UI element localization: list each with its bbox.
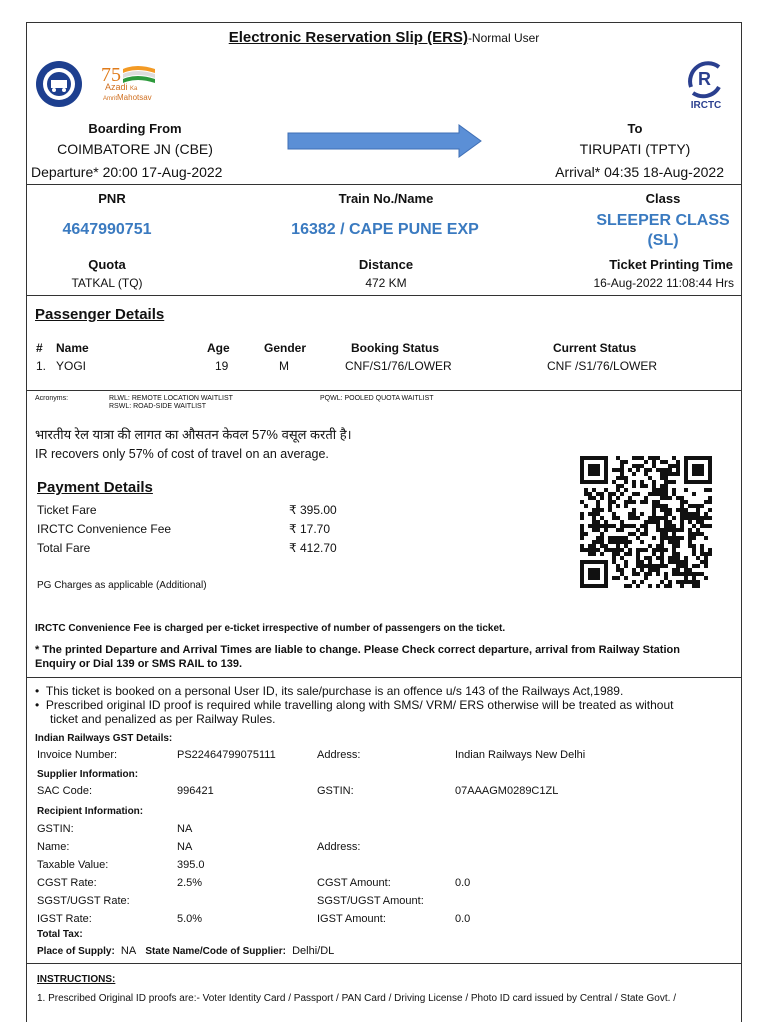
instructions-title: INSTRUCTIONS:	[37, 974, 116, 985]
gstin-label: GSTIN:	[317, 785, 354, 797]
place-of-supply-label: Place of Supply:	[37, 946, 115, 957]
bullet-item: • Prescribed original ID proof is required while travelling along with SMS/ VRM/ ERS otherwise will be treated as without	[35, 698, 674, 712]
distance-label: Distance	[358, 257, 414, 272]
state-supplier-label: State Name/Code of Supplier:	[145, 946, 286, 957]
pnr-label: PNR	[98, 191, 126, 206]
document-title	[27, 29, 741, 46]
igst-rate-label: IGST Rate:	[37, 913, 92, 925]
cost-notice-hindi: भारतीय रेल यात्रा की लागत का औसतन केवल 57% वसूल करती है।	[35, 427, 352, 442]
sgst-rate-label: SGST/UGST Rate:	[37, 895, 130, 907]
taxable-value-label: Taxable Value:	[37, 859, 109, 871]
supplier-title: Supplier Information:	[37, 769, 139, 780]
sgst-amount-label: SGST/UGST Amount:	[317, 895, 424, 907]
total-fare-value: ₹ 412.70	[289, 541, 337, 555]
arrival-time: Arrival* 04:35 18-Aug-2022	[555, 164, 724, 180]
recipient-name-label: Name:	[37, 841, 70, 853]
taxable-value: 395.0	[177, 859, 205, 871]
cgst-amount-label: CGST Amount:	[317, 877, 391, 889]
igst-amount: 0.0	[455, 913, 471, 925]
col-current-header: Current Status	[553, 341, 637, 355]
bullet-item: • This ticket is booked on a personal User ID, its sale/purchase is an offence u/s 143 of the Railways Act,1989.	[35, 684, 624, 698]
pg-charges-note: PG Charges as applicable (Additional)	[37, 580, 207, 591]
ticket-fare-value: ₹ 395.00	[289, 503, 337, 517]
class-label: Class	[645, 191, 681, 206]
igst-rate: 5.0%	[177, 913, 203, 925]
cgst-amount: 0.0	[455, 877, 471, 889]
irctc-logo	[677, 57, 733, 115]
address-label: Address:	[317, 749, 361, 761]
qr-code-icon	[580, 456, 712, 588]
acronym-rswl: RSWL: ROAD-SIDE WAITLIST	[109, 403, 206, 410]
acronyms-label: Acronyms:	[35, 395, 69, 402]
acronym-rlwl: RLWL: REMOTE LOCATION WAITLIST	[109, 395, 233, 402]
cgst-rate-label: CGST Rate:	[37, 877, 97, 889]
destination-station: TIRUPATI (TPTY)	[579, 141, 691, 157]
train-name: 16382 / CAPE PUNE EXP	[291, 221, 479, 238]
svg-text:75: 75	[101, 64, 121, 85]
sac-label: SAC Code:	[37, 785, 93, 797]
irctc-logo-text: IRCTC	[690, 100, 722, 111]
passenger-num: 1.	[36, 359, 47, 373]
place-of-supply	[37, 945, 334, 957]
to-label: To	[627, 121, 643, 136]
boarding-from-label: Boarding From	[88, 121, 182, 136]
acronym-pqwl: PQWL: POOLED QUOTA WAITLIST	[320, 395, 434, 402]
passenger-gender: M	[279, 359, 289, 373]
time-change-note-line2: Enquiry or Dial 139 or SMS RAIL to 139.	[35, 658, 243, 670]
cost-notice-english: IR recovers only 57% of cost of travel on an average.	[35, 447, 329, 461]
train-label: Train No./Name	[338, 191, 434, 206]
recipient-address-label: Address:	[317, 841, 361, 853]
col-name-header: Name	[56, 341, 89, 355]
passenger-details-title: Passenger Details	[35, 306, 165, 323]
quota-label: Quota	[88, 257, 126, 272]
col-gender-header: Gender	[264, 341, 307, 355]
passenger-age: 19	[215, 359, 229, 373]
class-line-1: SLEEPER CLASS	[596, 212, 730, 229]
indian-railways-logo-icon	[34, 59, 84, 109]
amrit-mahotsav-text: AmritMahotsav	[103, 93, 152, 102]
cgst-rate: 2.5%	[177, 877, 203, 889]
convenience-fee-note: IRCTC Convenience Fee is charged per e-ticket irrespective of number of passengers on the ticket.	[35, 623, 506, 634]
printing-time-value: 16-Aug-2022 11:08:44 Hrs	[593, 276, 734, 290]
class-line-2: (SL)	[647, 232, 679, 249]
divider	[27, 390, 741, 391]
invoice-number: PS22464799075111	[177, 749, 276, 761]
class-value	[573, 211, 753, 251]
divider	[27, 295, 741, 296]
irctc-emblem-icon	[683, 57, 727, 99]
place-of-supply-value: NA	[120, 945, 137, 957]
divider	[27, 677, 741, 678]
bullet-item-continuation: ticket and penalized as per Railway Rules.	[50, 712, 276, 726]
ers-document	[26, 22, 742, 1022]
quota-value: TATKAL (TQ)	[71, 276, 143, 290]
convenience-fee-value: ₹ 17.70	[289, 522, 330, 536]
total-fare-label: Total Fare	[37, 541, 91, 555]
ticket-fare-label: Ticket Fare	[37, 503, 97, 517]
invoice-label: Invoice Number:	[37, 749, 118, 761]
rules-bullets	[35, 684, 735, 726]
convenience-fee-label: IRCTC Convenience Fee	[37, 522, 172, 536]
passenger-booking-status: CNF/S1/76/LOWER	[345, 359, 452, 373]
divider	[27, 963, 741, 964]
col-booking-header: Booking Status	[351, 341, 440, 355]
col-age-header: Age	[207, 341, 230, 355]
azadi-ka-amrit-mahotsav-logo	[99, 61, 179, 107]
gst-title: Indian Railways GST Details:	[35, 733, 173, 744]
state-supplier-value: Delhi/DL	[292, 945, 335, 957]
col-num-header: #	[36, 341, 43, 355]
passenger-name: YOGI	[56, 359, 87, 373]
ers-title-suffix: -Normal User	[467, 31, 540, 45]
pnr-number: 4647990751	[62, 221, 152, 238]
azadi-text: Azadi Ka	[105, 82, 138, 92]
igst-amount-label: IGST Amount:	[317, 913, 386, 925]
recipient-name: NA	[177, 841, 193, 853]
distance-value: 472 KM	[365, 276, 407, 290]
recipient-gstin-label: GSTIN:	[37, 823, 74, 835]
passenger-current-status: CNF /S1/76/LOWER	[547, 359, 658, 373]
svg-text:R: R	[698, 69, 711, 89]
direction-arrow-icon	[287, 124, 483, 158]
payment-details-title: Payment Details	[37, 479, 153, 496]
gstin-value: 07AAAGM0289C1ZL	[455, 785, 559, 797]
recipient-title: Recipient Information:	[37, 806, 144, 817]
address-value: Indian Railways New Delhi	[455, 749, 586, 761]
time-change-note-line1: * The printed Departure and Arrival Times are liable to change. Please Check correct departure, arrival from Railway Station	[35, 644, 680, 656]
sac-code: 996421	[177, 785, 214, 797]
boarding-station: COIMBATORE JN (CBE)	[57, 141, 213, 157]
recipient-gstin: NA	[177, 823, 193, 835]
instruction-item: 1. Prescribed Original ID proofs are:- Voter Identity Card / Passport / PAN Card / Driving License / Photo ID card issued by Central / State Govt. /	[37, 993, 676, 1004]
departure-time: Departure* 20:00 17-Aug-2022	[31, 164, 223, 180]
total-tax-label: Total Tax:	[37, 929, 83, 940]
ers-title: Electronic Reservation Slip (ERS)	[228, 29, 468, 46]
divider	[27, 184, 741, 185]
printing-time-label: Ticket Printing Time	[609, 257, 733, 272]
